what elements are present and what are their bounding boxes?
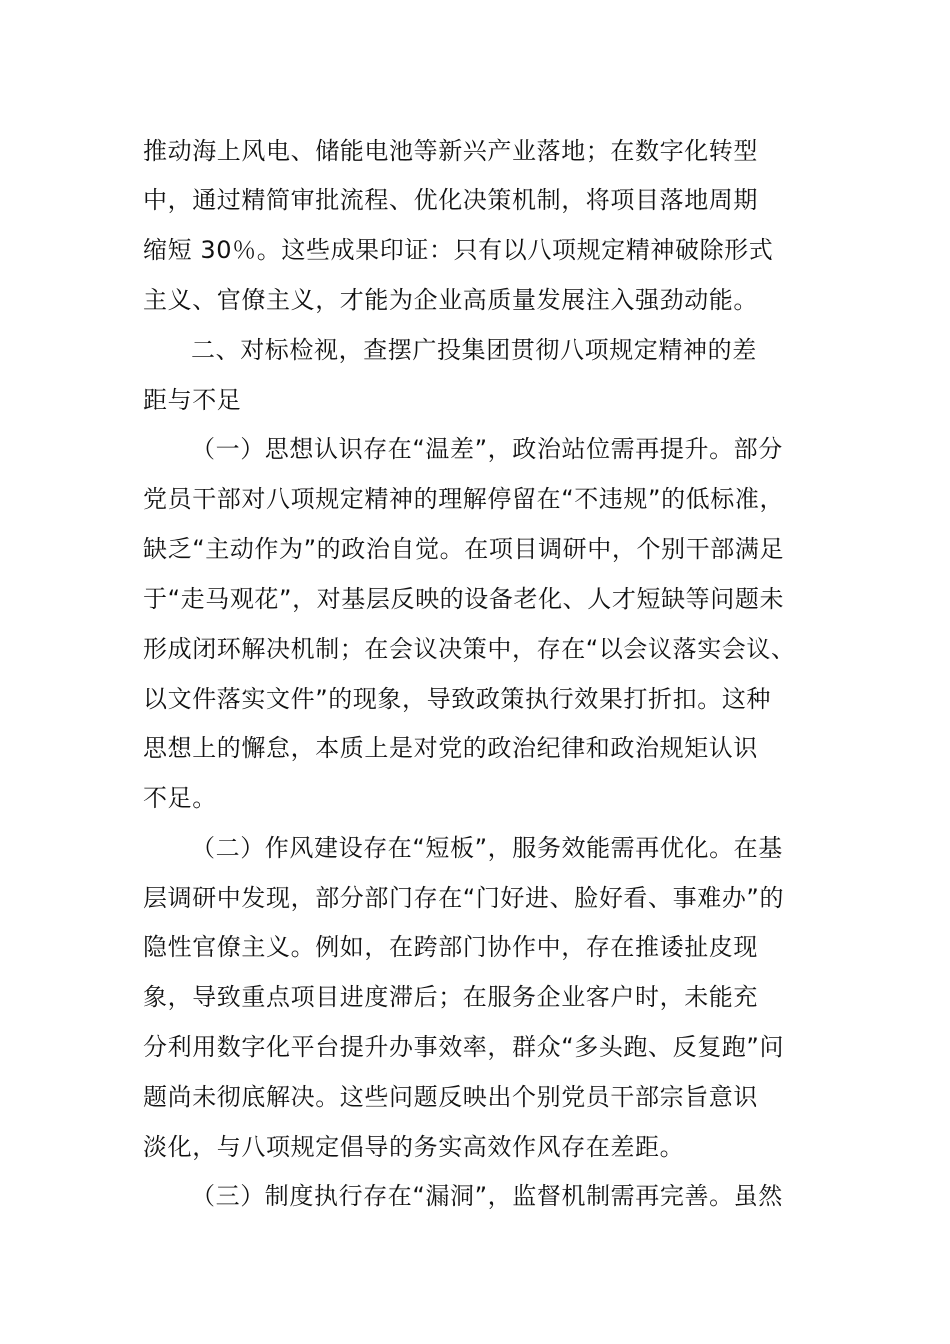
paragraph-line: 主义、官僚主义，才能为企业高质量发展注入强劲动能。: [143, 286, 758, 314]
paragraph-line: 于“走马观花”，对基层反映的设备老化、人才短缺等问题未: [143, 585, 785, 613]
section-heading-line: 距与不足: [143, 386, 242, 414]
paragraph-line: 形成闭环解决机制；在会议决策中，存在“以会议落实会议、: [143, 635, 796, 663]
paragraph-line: 缺乏“主动作为”的政治自觉。在项目调研中，个别干部满足: [143, 535, 785, 563]
paragraph-line: 党员干部对八项规定精神的理解停留在“不违规”的低标准，: [143, 485, 785, 513]
paragraph-line: 思想上的懈怠，本质上是对党的政治纪律和政治规矩认识: [143, 734, 758, 762]
paragraph-line: 分利用数字化平台提升办事效率，群众“多头跑、反复跑”问: [143, 1033, 785, 1061]
paragraph-line: 层调研中发现，部分部门存在“门好进、脸好看、事难办”的: [143, 884, 785, 912]
paragraph-line: 隐性官僚主义。例如，在跨部门协作中，存在推诿扯皮现: [143, 933, 758, 961]
paragraph-line: （二）作风建设存在“短板”，服务效能需再优化。在基: [191, 834, 783, 862]
paragraph-line: 缩短 30％。这些成果印证：只有以八项规定精神破除形式: [143, 236, 774, 264]
paragraph-line: 以文件落实文件”的现象，导致政策执行效果打折扣。这种: [143, 685, 772, 713]
paragraph-line: （一）思想认识存在“温差”，政治站位需再提升。部分: [191, 435, 783, 463]
paragraph-line: 不足。: [143, 784, 217, 812]
paragraph-line: 题尚未彻底解决。这些问题反映出个别党员干部宗旨意识: [143, 1083, 758, 1111]
paragraph-line: 淡化，与八项规定倡导的务实高效作风存在差距。: [143, 1133, 685, 1161]
paragraph-line: 中，通过精简审批流程、优化决策机制，将项目落地周期: [143, 186, 758, 214]
paragraph-line: 象，导致重点项目进度滞后；在服务企业客户时，未能充: [143, 983, 758, 1011]
paragraph-line: （三）制度执行存在“漏洞”，监督机制需再完善。虽然: [191, 1182, 783, 1210]
section-heading-line: 二、对标检视，查摆广投集团贯彻八项规定精神的差: [191, 336, 757, 364]
paragraph-line: 推动海上风电、储能电池等新兴产业落地；在数字化转型: [143, 137, 758, 165]
